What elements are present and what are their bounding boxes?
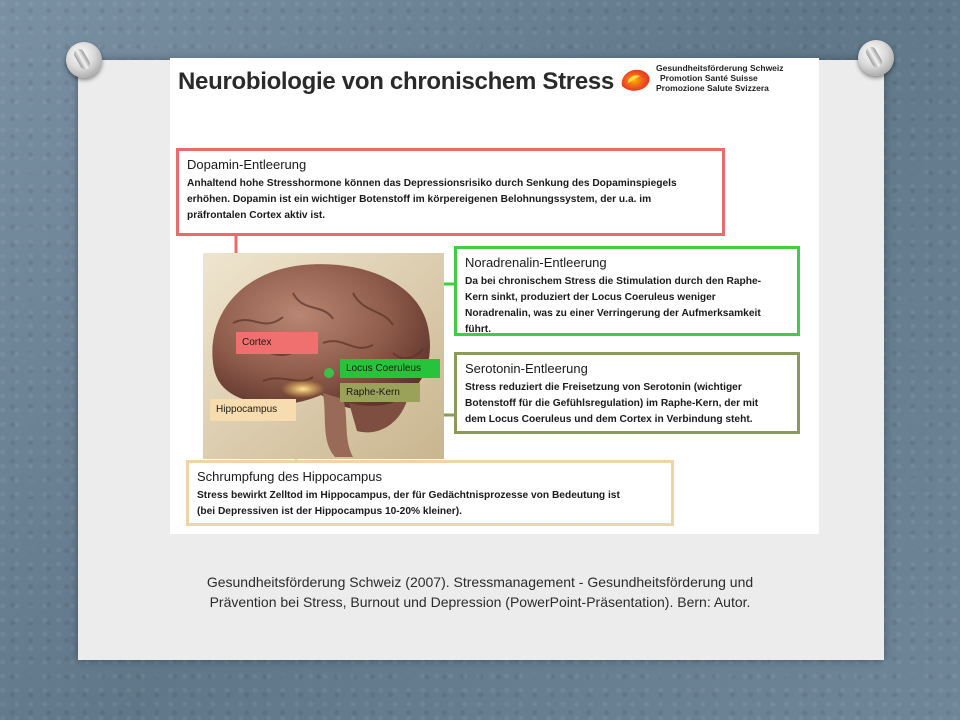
diagram-panel [170,58,819,534]
citation [120,572,840,612]
label-hippocampus: Hippocampus [210,399,296,421]
box-serotonin-title: Serotonin-Entleerung [465,361,588,376]
box-noradrenalin-title: Noradrenalin-Entleerung [465,255,607,270]
logo-line-2: Promotion Santé Suisse [660,73,758,83]
box-serotonin [454,352,800,434]
logo-line-1: Gesundheitsförderung Schweiz [656,63,784,73]
citation-line-2: Prävention bei Stress, Burnout und Depression (PowerPoint-Präsentation). Bern: Autor. [209,594,751,610]
box-noradrenalin-line-1: Da bei chronischem Stress die Stimulation durch den Raphe- [465,276,762,287]
pushpin-left-icon [66,42,102,78]
box-noradrenalin [454,246,800,336]
box-serotonin-line-2: Botenstoff für die Gefühlsregulation) im Raphe-Kern, der mit [465,398,759,409]
citation-line-1: Gesundheitsförderung Schweiz (2007). Stressmanagement - Gesundheitsförderung und [206,574,754,590]
diagram-title: Neurobiologie von chronischem Stress [178,68,614,95]
logo-line-3: Promozione Salute Svizzera [656,83,769,93]
label-locus-coeruleus: Locus Coeruleus [340,359,440,378]
label-raphe-kern: Raphe-Kern [340,383,420,402]
label-cortex: Cortex [236,332,318,354]
box-serotonin-line-3: dem Locus Coeruleus und dem Cortex in Verbindung steht. [465,414,753,425]
box-dopamin-line-1: Anhaltend hohe Stresshormone können das Depressionsrisiko durch Senkung des Dopaminspiegels [187,178,677,189]
box-dopamin [176,148,725,236]
box-dopamin-title: Dopamin-Entleerung [187,157,307,172]
box-hippocampus [186,460,674,526]
brain-illustration [203,253,444,459]
box-noradrenalin-line-3: Noradrenalin, was zu einer Verringerung der Aufmerksamkeit [465,308,761,319]
box-noradrenalin-line-2: Kern sinkt, produziert der Locus Coeruleus weniger [465,292,716,303]
box-hippocampus-title: Schrumpfung des Hippocampus [197,469,382,484]
box-dopamin-line-2: erhöhen. Dopamin ist ein wichtiger Botenstoff im körpereigenen Belohnungssystem, der u.a. im [187,194,652,205]
pushpin-right-icon [858,40,894,76]
box-noradrenalin-line-4: führt. [465,324,492,335]
box-hippocampus-line-2: (bei Depressiven ist der Hippocampus 10-20% kleiner). [197,506,462,517]
box-dopamin-line-3: präfrontalen Cortex aktiv ist. [187,210,326,221]
box-hippocampus-line-1: Stress bewirkt Zelltod im Hippocampus, der für Gedächtnisprozesse von Bedeutung ist [197,490,620,501]
box-serotonin-line-1: Stress reduziert die Freisetzung von Serotonin (wichtiger [465,382,742,393]
